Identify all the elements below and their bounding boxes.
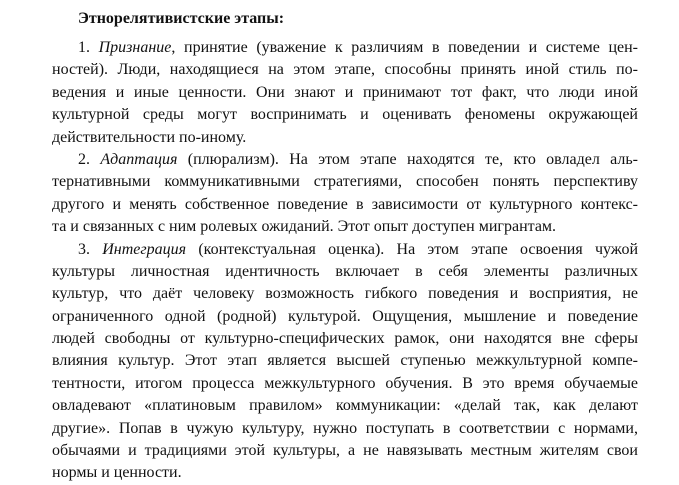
paragraph-1-text-1: , принятие (уважение к различиям в поведении и системе цен- <box>171 39 639 56</box>
paragraph-2-line-1 <box>52 149 638 171</box>
paragraph-1-line-3: ведения и иные ценности. Они знают и принимают тот факт, что люди иной <box>52 83 638 101</box>
paragraph-2-number: 2. <box>78 150 90 168</box>
paragraph-3-term: Интеграция <box>102 240 187 258</box>
paragraph-3-line-5: людей свободны от культурно-специфических рамок, они находятся вне сферы <box>52 330 638 348</box>
paragraph-3-line-10: обычаями и традициями этой культуры, а не навязывать местным жителям свои <box>52 442 638 460</box>
paragraph-3-line-3: культур, что даёт человеку возможность гибкого поведения и восприятия, не <box>52 285 638 303</box>
paragraph-1-line-2: ностей). Люди, находящиеся на этом этапе, способны принять иной стиль по- <box>52 61 638 79</box>
paragraph-3-text-1: (контекстуальная оценка). На этом этапе освоения чужой <box>186 240 639 258</box>
paragraph-2-term: Адаптация <box>100 150 178 168</box>
paragraph-3-line-1 <box>52 239 638 261</box>
paragraph-3-line-2: культуры личностная идентичность включает в себя элементы различных <box>52 262 638 280</box>
paragraph-3-number: 3. <box>78 240 90 258</box>
paragraph-3-line-11: нормы и ценности. <box>52 464 182 482</box>
paragraph-3-line-6: влияния культур. Этот этап является высшей ступенью межкультурной компе- <box>52 352 638 370</box>
paragraph-1-number: 1. <box>78 39 90 56</box>
paragraph-3-line-9: другие». Попав в чужую культуру, нужно поступать в соответствии с нормами, <box>52 419 638 437</box>
paragraph-1-term: Признание <box>98 39 172 56</box>
text-body <box>52 37 638 485</box>
section-heading: Этнорелятивистские этапы: <box>78 10 285 27</box>
paragraph-2-line-4: та и связанных с ним ролевых ожиданий. Этот опыт доступен мигрантам. <box>52 218 557 236</box>
paragraph-1-line-1 <box>52 37 638 59</box>
paragraph-2-text-1: (плюрализм). На этом этапе находятся те, кто овладел аль- <box>177 150 639 168</box>
paragraph-3-line-4: ограниченного одной (родной) культурой. Ощущения, мышление и поведение <box>52 307 638 325</box>
paragraph-2-line-3: другого и менять собственное поведение в зависимости от культурного контекс- <box>52 195 638 213</box>
paragraph-2-line-2: тернативными коммуникативными стратегиями, способен понять перспективу <box>52 173 638 191</box>
paragraph-1-line-5: действительности по-иному. <box>52 128 247 146</box>
paragraph-3-line-8: овладевают «платиновым правилом» коммуникации: «делай так, как делают <box>52 397 638 415</box>
paragraph-1-line-4: культурной среды могут воспринимать и оценивать феномены окружающей <box>52 106 638 124</box>
paragraph-3-line-7: тентности, итогом процесса межкультурного обучения. В это время обучаемые <box>52 374 638 392</box>
